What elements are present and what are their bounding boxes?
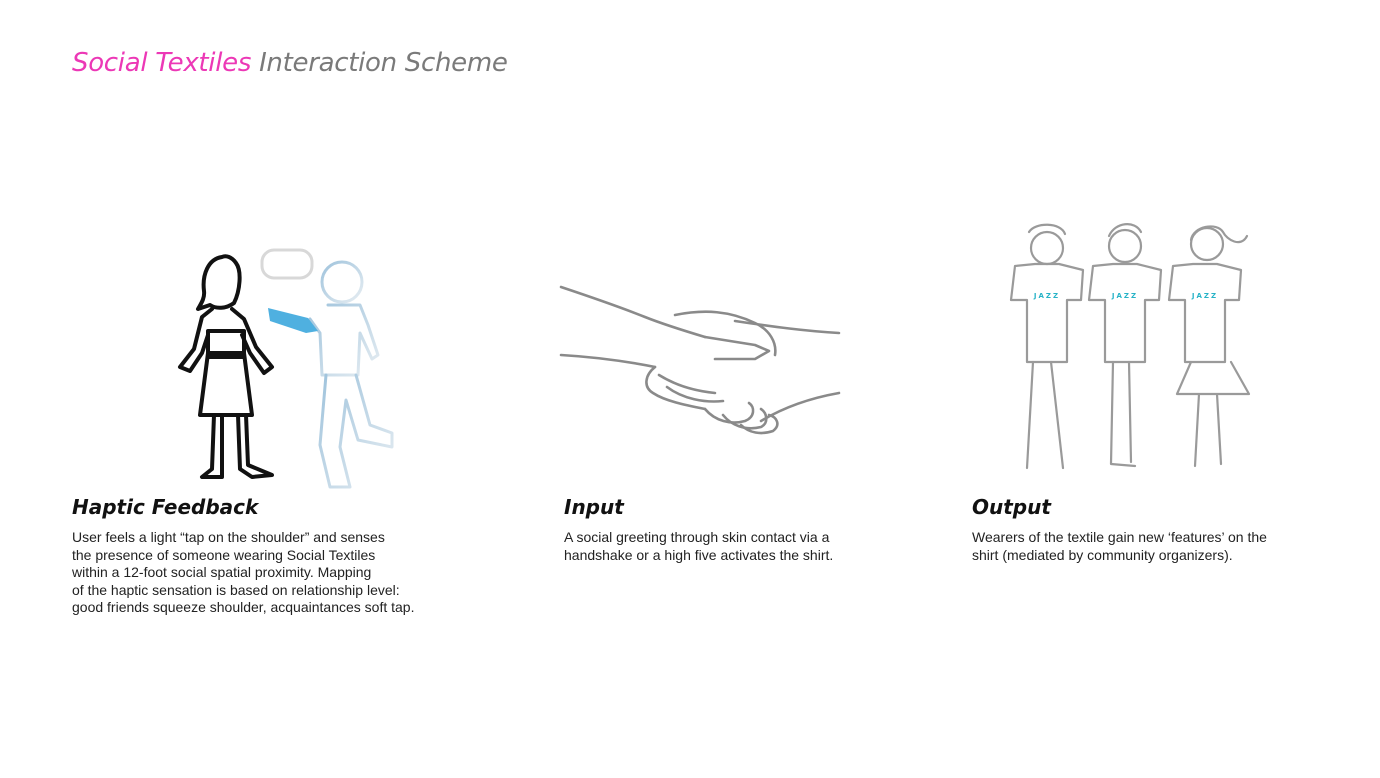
title-rest: Interaction Scheme: [259, 48, 508, 78]
shirt-print-label: JAZZ: [1033, 292, 1061, 300]
panel-haptic-feedback: [72, 495, 492, 617]
panel-heading: Haptic Feedback: [72, 495, 259, 519]
approaching-person-icon: [310, 262, 392, 487]
panel-output: [972, 495, 1352, 564]
panel-input: [564, 495, 924, 564]
page-title: [72, 48, 508, 78]
belt-icon: [206, 351, 246, 359]
panel-heading: Output: [972, 495, 1051, 519]
user-figure-icon: [180, 256, 272, 477]
panel-description: A social greeting through skin contact via a handshake or a high five activates the shirt.: [564, 529, 834, 563]
speech-bubble-icon: [262, 250, 312, 278]
panel-description: Wearers of the textile gain new ‘features’ on the shirt (mediated by community organizers).: [972, 529, 1267, 563]
haptic-tap-illustration: [160, 235, 420, 495]
panel-description: User feels a light “tap on the shoulder” and senses the presence of someone wearing Social Textiles within a 12-foot social spatial proximity. Mapping of the haptic sensation is based on relationship level: good friends squeeze shoulder, acquaintances soft tap.: [72, 529, 415, 615]
handshake-illustration: [555, 275, 845, 440]
shirt-print-label: JAZZ: [1111, 292, 1139, 300]
title-accent: Social Textiles: [72, 48, 252, 78]
panel-heading: Input: [564, 495, 624, 519]
shirt-print-label: JAZZ: [1191, 292, 1219, 300]
person-head-icon: [1029, 224, 1247, 264]
group-shirts-illustration: [985, 218, 1275, 478]
